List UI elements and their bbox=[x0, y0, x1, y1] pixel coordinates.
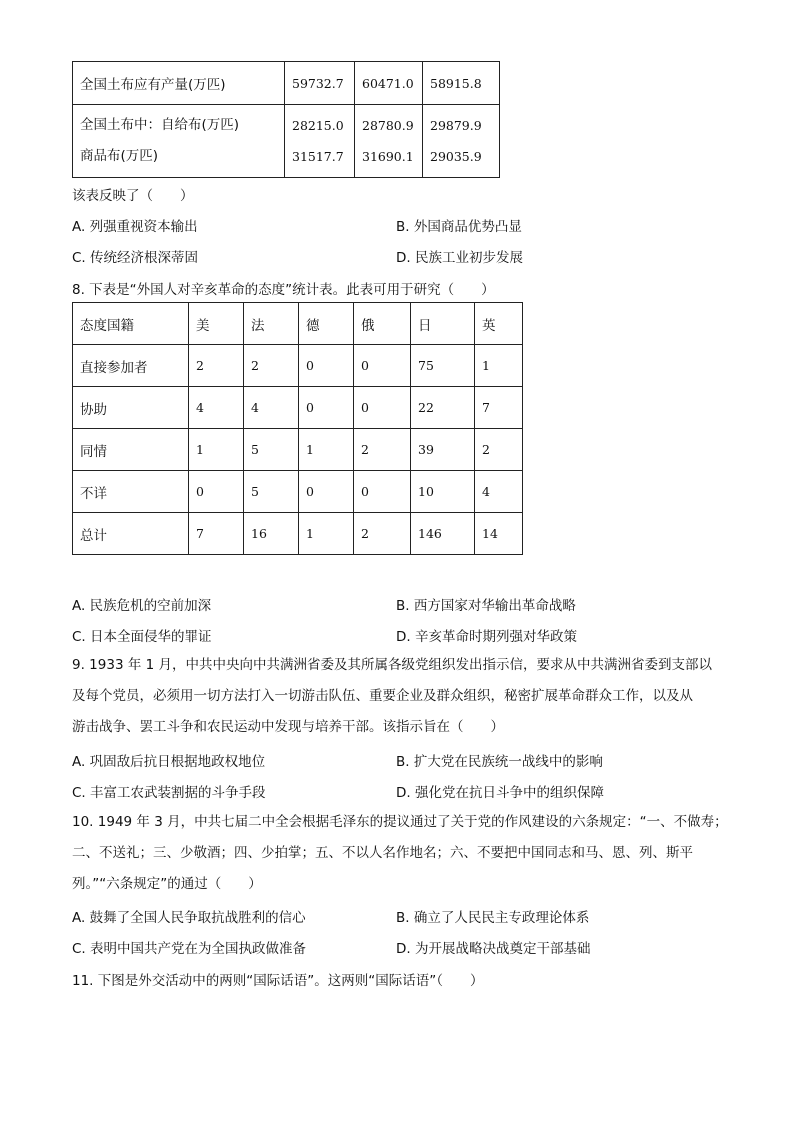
table-cell: 5 bbox=[244, 429, 299, 471]
q9-option-b[interactable]: B. 扩大党在民族统一战线中的影响 bbox=[396, 754, 603, 770]
table-cell: 10 bbox=[411, 471, 475, 513]
q9-line: 9. 1933 年 1 月，中共中央向中共满洲省委及其所属各级党组织发出指示信，要求从中共满洲省委到支部以 bbox=[72, 657, 712, 673]
table-cell: 0 bbox=[189, 471, 244, 513]
table-row bbox=[73, 471, 523, 513]
q7-option-b[interactable]: B. 外国商品优势凸显 bbox=[396, 219, 522, 235]
q7-option-c[interactable]: C. 传统经济根深蒂固 bbox=[72, 250, 199, 266]
table-cell: 7 bbox=[189, 513, 244, 555]
q9-line: 游击战争、罢工斗争和农民运动中发现与培养干部。该指示旨在（ ） bbox=[72, 719, 504, 735]
table-row-label: 同情 bbox=[73, 429, 189, 471]
table-cell: 7 bbox=[475, 387, 523, 429]
q9-stem bbox=[72, 650, 724, 743]
q9-option-c[interactable]: C. 丰富工农武装割据的斗争手段 bbox=[72, 785, 266, 801]
table-cell: 2 bbox=[189, 345, 244, 387]
table-header-row bbox=[73, 303, 523, 345]
table-header-cell: 英 bbox=[475, 303, 523, 345]
q9-line: 及每个党员，必须用一切方法打入一切游击队伍、重要企业及群众组织，秘密扩展革命群众工作，以及从 bbox=[72, 688, 693, 704]
table-row bbox=[73, 513, 523, 555]
q10-option-d[interactable]: D. 为开展战略决战奠定干部基础 bbox=[396, 941, 591, 957]
q10-option-a[interactable]: A. 鼓舞了全国人民争取抗战胜利的信心 bbox=[72, 910, 306, 926]
q8-option-a[interactable]: A. 民族危机的空前加深 bbox=[72, 598, 212, 614]
q10-line: 二、不送礼；三、少敬酒；四、少拍掌；五、不以人名作地名；六、不要把中国同志和马、恩、列、斯平 bbox=[72, 845, 693, 861]
table-cell: 14 bbox=[475, 513, 523, 555]
table-cell: 58915.8 bbox=[423, 62, 500, 105]
table-header-cell: 美 bbox=[189, 303, 244, 345]
q10-option-c[interactable]: C. 表明中国共产党在为全国执政做准备 bbox=[72, 941, 307, 957]
table-cell bbox=[285, 105, 355, 178]
table-cell-label: 全国土布应有产量(万匹) bbox=[73, 62, 285, 105]
table-cell: 39 bbox=[411, 429, 475, 471]
table-header-cell: 德 bbox=[299, 303, 354, 345]
table-cell: 2 bbox=[354, 513, 411, 555]
table-cell: 1 bbox=[299, 429, 354, 471]
q10-line: 10. 1949 年 3 月，中共七届二中全会根据毛泽东的提议通过了关于党的作风建设的六条规定：“一、不做寿； bbox=[72, 814, 728, 830]
table-row-label: 直接参加者 bbox=[73, 345, 189, 387]
cell-line: 28780.9 bbox=[362, 118, 414, 133]
table-row bbox=[73, 105, 500, 178]
cell-line: 29035.9 bbox=[430, 149, 482, 164]
table-cell: 1 bbox=[189, 429, 244, 471]
table-cell: 2 bbox=[244, 345, 299, 387]
q9-option-d[interactable]: D. 强化党在抗日斗争中的组织保障 bbox=[396, 785, 604, 801]
q8-option-b[interactable]: B. 西方国家对华输出革命战略 bbox=[396, 598, 576, 614]
table-cell: 4 bbox=[189, 387, 244, 429]
table-row bbox=[73, 387, 523, 429]
q8-option-c[interactable]: C. 日本全面侵华的罪证 bbox=[72, 629, 212, 645]
table-header-cell: 法 bbox=[244, 303, 299, 345]
table-cell: 60471.0 bbox=[355, 62, 423, 105]
table-header-cell: 俄 bbox=[354, 303, 411, 345]
table-cell: 2 bbox=[354, 429, 411, 471]
cell-line: 商品布(万匹) bbox=[80, 148, 159, 164]
cell-line: 31690.1 bbox=[362, 149, 414, 164]
cell-line: 28215.0 bbox=[292, 118, 344, 133]
table-cell: 0 bbox=[299, 387, 354, 429]
table-cell: 0 bbox=[299, 471, 354, 513]
cell-line: 全国土布中：自给布(万匹) bbox=[80, 117, 240, 133]
table-cell: 4 bbox=[244, 387, 299, 429]
q9-option-a[interactable]: A. 巩固敌后抗日根据地政权地位 bbox=[72, 754, 266, 770]
table-row-label: 协助 bbox=[73, 387, 189, 429]
q7-option-d[interactable]: D. 民族工业初步发展 bbox=[396, 250, 523, 266]
cell-line: 31517.7 bbox=[292, 149, 344, 164]
q8-attitude-table bbox=[72, 302, 523, 555]
table-row bbox=[73, 345, 523, 387]
table-cell: 75 bbox=[411, 345, 475, 387]
table-cell: 1 bbox=[299, 513, 354, 555]
table-cell: 59732.7 bbox=[285, 62, 355, 105]
table-cell: 1 bbox=[475, 345, 523, 387]
table-row bbox=[73, 429, 523, 471]
q10-line: 列。”“六条规定”的通过（ ） bbox=[72, 876, 262, 892]
table-cell: 0 bbox=[299, 345, 354, 387]
table-cell: 22 bbox=[411, 387, 475, 429]
q7-option-a[interactable]: A. 列强重视资本输出 bbox=[72, 219, 198, 235]
q11-stem: 11. 下图是外交活动中的两则“国际话语”。这两则“国际话语”（ ） bbox=[72, 973, 484, 989]
table-cell: 5 bbox=[244, 471, 299, 513]
table-cell: 2 bbox=[475, 429, 523, 471]
table-header-cell: 态度国籍 bbox=[73, 303, 189, 345]
table-row-label: 总计 bbox=[73, 513, 189, 555]
cell-line: 29879.9 bbox=[430, 118, 482, 133]
table-header-cell: 日 bbox=[411, 303, 475, 345]
table-cell-label bbox=[73, 105, 285, 178]
q10-stem bbox=[72, 807, 728, 900]
table-cell: 16 bbox=[244, 513, 299, 555]
table-cell: 0 bbox=[354, 387, 411, 429]
q8-stem: 8. 下表是“外国人对辛亥革命的态度”统计表。此表可用于研究（ ） bbox=[72, 282, 495, 298]
q7-stem: 该表反映了（ ） bbox=[72, 188, 194, 204]
table-row bbox=[73, 62, 500, 105]
table-cell: 4 bbox=[475, 471, 523, 513]
table-cell bbox=[423, 105, 500, 178]
q8-option-d[interactable]: D. 辛亥革命时期列强对华政策 bbox=[396, 629, 577, 645]
table-cell: 146 bbox=[411, 513, 475, 555]
table-cell: 0 bbox=[354, 471, 411, 513]
q10-option-b[interactable]: B. 确立了人民民主专政理论体系 bbox=[396, 910, 590, 926]
table-cell bbox=[355, 105, 423, 178]
table-row-label: 不详 bbox=[73, 471, 189, 513]
table-cell: 0 bbox=[354, 345, 411, 387]
q7-data-table bbox=[72, 61, 500, 178]
